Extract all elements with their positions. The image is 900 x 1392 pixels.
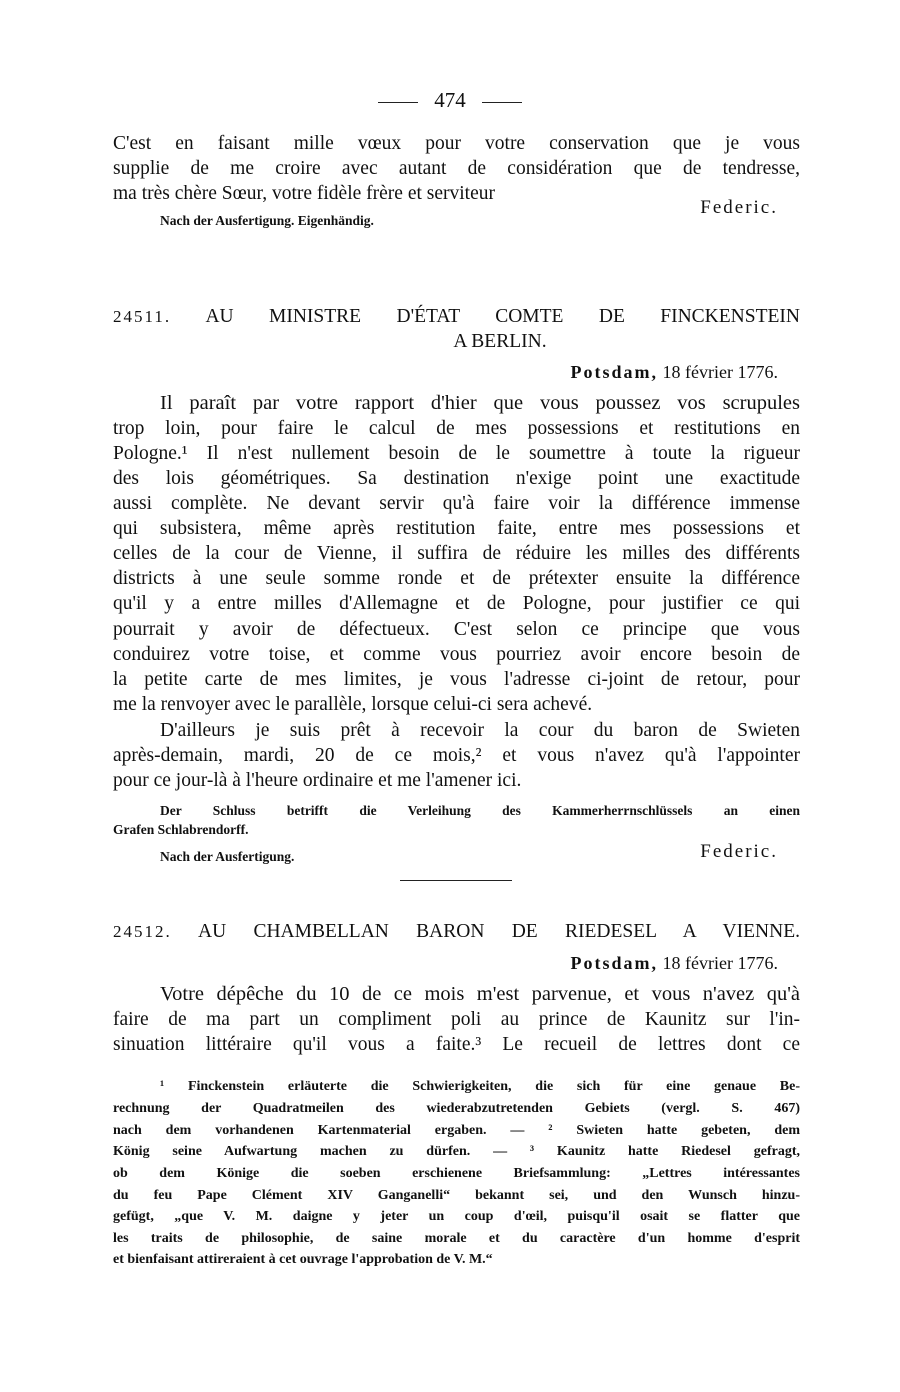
letter-signature: Federic. [700, 841, 778, 862]
letter-place: Potsdam, [570, 362, 659, 382]
letter-place-date [571, 360, 778, 384]
letter-body-line: la petite carte de mes limites, je vous l'adresse ci-joint de retour, pour [113, 669, 800, 690]
editorial-note-line: Der Schluss betrifft die Verleihung des Kammerherrnschlüssels an einen [160, 803, 800, 818]
letter-source-note: Nach der Ausfertigung. [160, 849, 295, 864]
letter-date: 18 février 1776. [662, 362, 778, 382]
left-rule [378, 102, 418, 103]
letter-body-line: celles de la cour de Vienne, il suffira de réduire les milles des différents [113, 543, 800, 564]
letter-heading [113, 920, 800, 944]
letter-number: 24512. [113, 922, 172, 941]
letter-body-line: trop loin, pour faire le calcul de mes possessions et restitutions en [113, 418, 800, 439]
footnote-line: du feu Pape Clément XIV Ganganelli“ bekannt sei, und den Wunsch hinzu- [113, 1188, 800, 1203]
footnote-line: ¹ Finckenstein erläuterte die Schwierigkeiten, die sich für eine genaue Be- [160, 1079, 800, 1094]
letter-body-line: me la renvoyer avec le parallèle, lorsque celui-ci sera achevé. [113, 694, 593, 715]
letter-body-line: D'ailleurs je suis prêt à recevoir la cour du baron de Swieten [160, 720, 800, 741]
letter-body-line: qui subsistera, même après restitution faite, entre mes possessions et [113, 518, 800, 539]
closing-signature: Federic. [700, 197, 778, 218]
letter-body-line: des lois géométriques. Sa destination n'exige point une exactitude [113, 468, 800, 489]
letter-body-line: sinuation littéraire qu'il vous a faite.³ Le recueil de lettres dont ce [113, 1034, 800, 1055]
footnote-line: gefügt, „que V. M. daigne y jeter un coup d'œil, puisqu'il osait se flatter que [113, 1209, 800, 1224]
letter-place: Potsdam, [570, 953, 659, 973]
page-number: 474 [434, 88, 466, 112]
letter-place-date [571, 951, 778, 975]
letter-body-line: faire de ma part un compliment poli au prince de Kaunitz sur l'in- [113, 1009, 800, 1030]
footnote-line: ob dem Könige die soeben erschienene Briefsammlung: „Lettres intéressantes [113, 1166, 800, 1181]
closing-line: ma très chère Sœur, votre fidèle frère et serviteur [113, 183, 495, 204]
letter-body-line: Pologne.¹ Il n'est nullement besoin de le soumettre à toute la rigueur [113, 443, 800, 464]
footnote-line: König seine Aufwartung machen zu dürfen. — ³ Kaunitz hatte Riedesel gefragt, [113, 1144, 800, 1159]
letter-body-line: districts à une seule somme ronde et de prétexter ensuite la différence [113, 568, 800, 589]
footnote-line: nach dem vorhandenen Kartenmaterial ergaben. — ² Swieten hatte gebeten, dem [113, 1123, 800, 1138]
letter-body-line: pourrait y avoir de défectueux. C'est selon ce principe que vous [113, 619, 800, 640]
letter-number: 24511. [113, 307, 172, 326]
footnote-line: les traits de philosophie, de saine morale et du caractère d'un homme d'esprit [113, 1231, 800, 1246]
closing-line: C'est en faisant mille vœux pour votre conservation que je vous [113, 133, 800, 154]
letter-body-line: qu'il y a entre milles d'Allemagne et de Pologne, pour justifier ce qui [113, 593, 800, 614]
letter-body-line: Votre dépêche du 10 de ce mois m'est parvenue, et vous n'avez qu'à [160, 983, 800, 1005]
letter-body-line: pour ce jour-là à l'heure ordinaire et me l'amener ici. [113, 770, 522, 791]
letter-body-line: Il paraît par votre rapport d'hier que vous poussez vos scrupules [160, 392, 800, 414]
footnote-line: rechnung der Quadratmeilen des wiederabzutretenden Gebiets (vergl. S. 467) [113, 1101, 800, 1116]
letter-addressee-location: A BERLIN. [453, 331, 547, 352]
right-rule [482, 102, 522, 103]
letter-heading [113, 305, 800, 329]
letter-addressee: AU CHAMBELLAN BARON DE RIEDESEL A VIENNE. [197, 921, 800, 942]
letter-addressee: AU MINISTRE D'ÉTAT COMTE DE FINCKENSTEIN [205, 306, 800, 327]
letter-date: 18 février 1776. [662, 953, 778, 973]
editorial-note-line: Grafen Schlabrendorff. [113, 822, 249, 837]
letter-body-line: aussi complète. Ne devant servir qu'à faire voir la différence immense [113, 493, 800, 514]
section-divider [400, 880, 512, 881]
closing-line: supplie de me croire avec autant de considération que de tendresse, [113, 158, 800, 179]
letter-body-line: après-demain, mardi, 20 de ce mois,² et vous n'avez qu'à l'appointer [113, 745, 800, 766]
footnote-line: et bienfaisant attireraient à cet ouvrage l'approbation de V. M.“ [113, 1252, 493, 1267]
page-number-header [0, 86, 900, 114]
letter-body-line: conduirez votre toise, et comme vous pourriez avoir encore besoin de [113, 644, 800, 665]
closing-source-note: Nach der Ausfertigung. Eigenhändig. [160, 213, 374, 228]
